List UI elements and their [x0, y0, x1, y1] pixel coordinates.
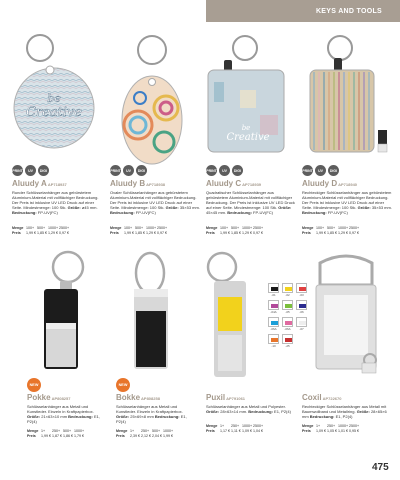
product-description: Ovaler Schlüsselanhänger aus gebürstetem Aluminium-Material mit vollflächiger Bedruckung. Der Preis ist inklusive UV LED Druck auf einer Seite. Mindestmenge: 100 Stk. Größe: 35×53 mm. Bedruckung: FP-UV(FC) — [110, 190, 200, 215]
swatch-color-10 — [271, 338, 278, 342]
badges-aluudy-c — [206, 165, 243, 176]
product-description: Rechteckiger Schlüsselanhänger aus gebürstetem Aluminium-Material mit vollflächiger Bedruckung. Der Preis ist inklusive UV LED Druck auf einer Seite. Mindestmenge: 100 Stk. Größe: 35×53 mm. Bedruckung: FP-UV(FC) — [302, 190, 392, 215]
product-image-aluudy-b — [108, 30, 198, 170]
badges-aluudy-d — [302, 165, 339, 176]
product-title: Aluudy CAP718939 — [206, 179, 262, 188]
price-table: Menge 1+ 250+ 500+ 1000+ Preis 1,99 € 1,87 € 1,86 € 1,79 € — [27, 429, 85, 438]
badges-aluudy-a — [12, 165, 49, 176]
product-title: Aluudy BAP718938 — [110, 179, 166, 188]
price-table: Menge 1+ 250+ 1000+ 2500+ Preis 1,09 € 1,05 € 1,01 € 0,95 € — [302, 424, 360, 433]
product-image-coxil — [300, 245, 395, 380]
digi-badge: DIGI — [38, 165, 49, 176]
digi-badge: DIGI — [328, 165, 339, 176]
color-swatch: -25 — [282, 334, 293, 348]
swatch-color-02 — [285, 287, 292, 291]
swatch-color-05 — [285, 304, 292, 308]
price-table: Menge 100+ 500+ 1000+ 2500+ Preis 1,99 € 1,85 € 1,29 € 0,97 € — [302, 226, 360, 235]
svg-text:be: be — [241, 124, 251, 132]
print-badge: PRINT — [12, 165, 23, 176]
product-image-aluudy-c — [200, 30, 295, 160]
color-swatch: -06 — [296, 300, 307, 314]
color-swatch: -06A — [268, 317, 279, 331]
price-table: Menge 100+ 500+ 1000+ 2500+ Preis 1,99 € 1,85 € 1,29 € 0,97 € — [12, 226, 70, 235]
product-title: CoxilAP722670 — [302, 393, 342, 402]
price-table: Menge 100+ 500+ 1000+ 2500+ Preis 1,99 € 1,85 € 1,29 € 0,97 € — [110, 226, 168, 235]
product-title: PokkeAP808257 — [27, 393, 71, 402]
color-swatches — [268, 283, 307, 348]
new-badge: NEW — [116, 378, 130, 392]
product-title: BokkeAP808258 — [116, 393, 160, 402]
color-swatch: -07 — [296, 317, 307, 331]
print-badge: PRINT — [302, 165, 313, 176]
print-badge: PRINT — [110, 165, 121, 176]
digi-badge: DIGI — [136, 165, 147, 176]
color-swatch: -10 — [268, 334, 279, 348]
price-table: Menge 1+ 250+ 500+ 1000+ Preis 2,39 € 2,12 € 2,04 € 1,99 € — [116, 429, 174, 438]
product-title: PuxilAP791061 — [206, 393, 246, 402]
product-description: Quadratischer Schlüsselanhänger aus gebürstetem Aluminium-Material mit vollflächiger Bedruckung. Der Preis ist inklusive UV LED Druck auf einer Seite. Mindestmenge: 100 Stk. Größe: 45×45 mm. Bedruckung: FP-UV(FC) — [206, 190, 295, 215]
new-badge: NEW — [27, 378, 41, 392]
product-description: Runder Schlüsselanhänger aus gebürstetem Aluminium-Material mit vollflächiger Bedruckung. Der Preis ist inklusive UV LED Druck auf einer Seite. Mindestmenge: 100 Stk. Größe: ø45 mm. Bedruckung: FP-UV(FC) — [12, 190, 99, 215]
color-swatch: -06A — [282, 317, 293, 331]
product-image-puxil — [200, 245, 265, 380]
uv-badge: UV — [123, 165, 134, 176]
print-badge: PRINT — [206, 165, 217, 176]
digi-badge: DIGI — [232, 165, 243, 176]
swatch-color-03 — [299, 287, 306, 291]
color-swatch: -01 — [268, 283, 279, 297]
product-description: Schlüsselanhänger aus Metall und Polyester. Größe: 28×63×14 mm. Bedruckung: E1, P2(4) — [206, 404, 291, 414]
uv-badge: UV — [25, 165, 36, 176]
color-swatch: -03 — [296, 283, 307, 297]
swatch-color-04 — [271, 304, 278, 308]
section-title: KEYS AND TOOLS — [315, 8, 382, 15]
page-number: 475 — [372, 462, 389, 473]
swatch-color-06 — [299, 304, 306, 308]
product-title: Aluudy DAP718940 — [302, 179, 358, 188]
product-image-bokke — [110, 245, 195, 375]
svg-text:Creative: Creative — [25, 105, 83, 120]
swatch-color-11 — [285, 338, 292, 342]
product-description: Rechteckiger Schlüsselanhänger aus Metall mit Baumwollband und Metallring. Größe: 28×65×6 mm Bedruckung: E1, P2(4) — [302, 404, 387, 419]
product-title: Aluudy AAP718937 — [12, 179, 67, 188]
be-creative-logo: be — [47, 92, 61, 105]
product-description: Schlüsselanhänger aus Metall und Kunstleder. Einzeln in Kraftpapierbox. Größe: 25×69×8 mm Bedruckung: E1, P2(4) — [116, 404, 187, 424]
price-table: Menge 1+ 250+ 1000+ 2500+ Preis 1,17 € 1,11 € 1,09 € 1,04 € — [206, 424, 264, 433]
section-header-bar — [206, 0, 400, 22]
color-swatch: -02 — [282, 283, 293, 297]
product-image-aluudy-a — [10, 30, 100, 160]
uv-badge: UV — [315, 165, 326, 176]
swatch-color-09 — [299, 321, 306, 325]
swatch-color-07 — [271, 321, 278, 325]
product-image-aluudy-d — [300, 30, 395, 160]
color-swatch: -04A — [268, 300, 279, 314]
uv-badge: UV — [219, 165, 230, 176]
product-image-pokke — [20, 245, 100, 375]
swatch-color-08 — [285, 321, 292, 325]
badges-aluudy-b — [110, 165, 147, 176]
svg-text:Creative: Creative — [226, 132, 270, 143]
product-description: Schlüsselanhänger aus Metall und Kunstleder. Einzeln in Kraftpapierbox. Größe: 21×63×10 mm Bedruckung: E1, P2(4) — [27, 404, 100, 424]
price-table: Menge 100+ 500+ 1000+ 2500+ Preis 1,99 € 1,85 € 1,29 € 0,97 € — [206, 226, 264, 235]
color-swatch: -05 — [282, 300, 293, 314]
swatch-color-01 — [271, 287, 278, 291]
